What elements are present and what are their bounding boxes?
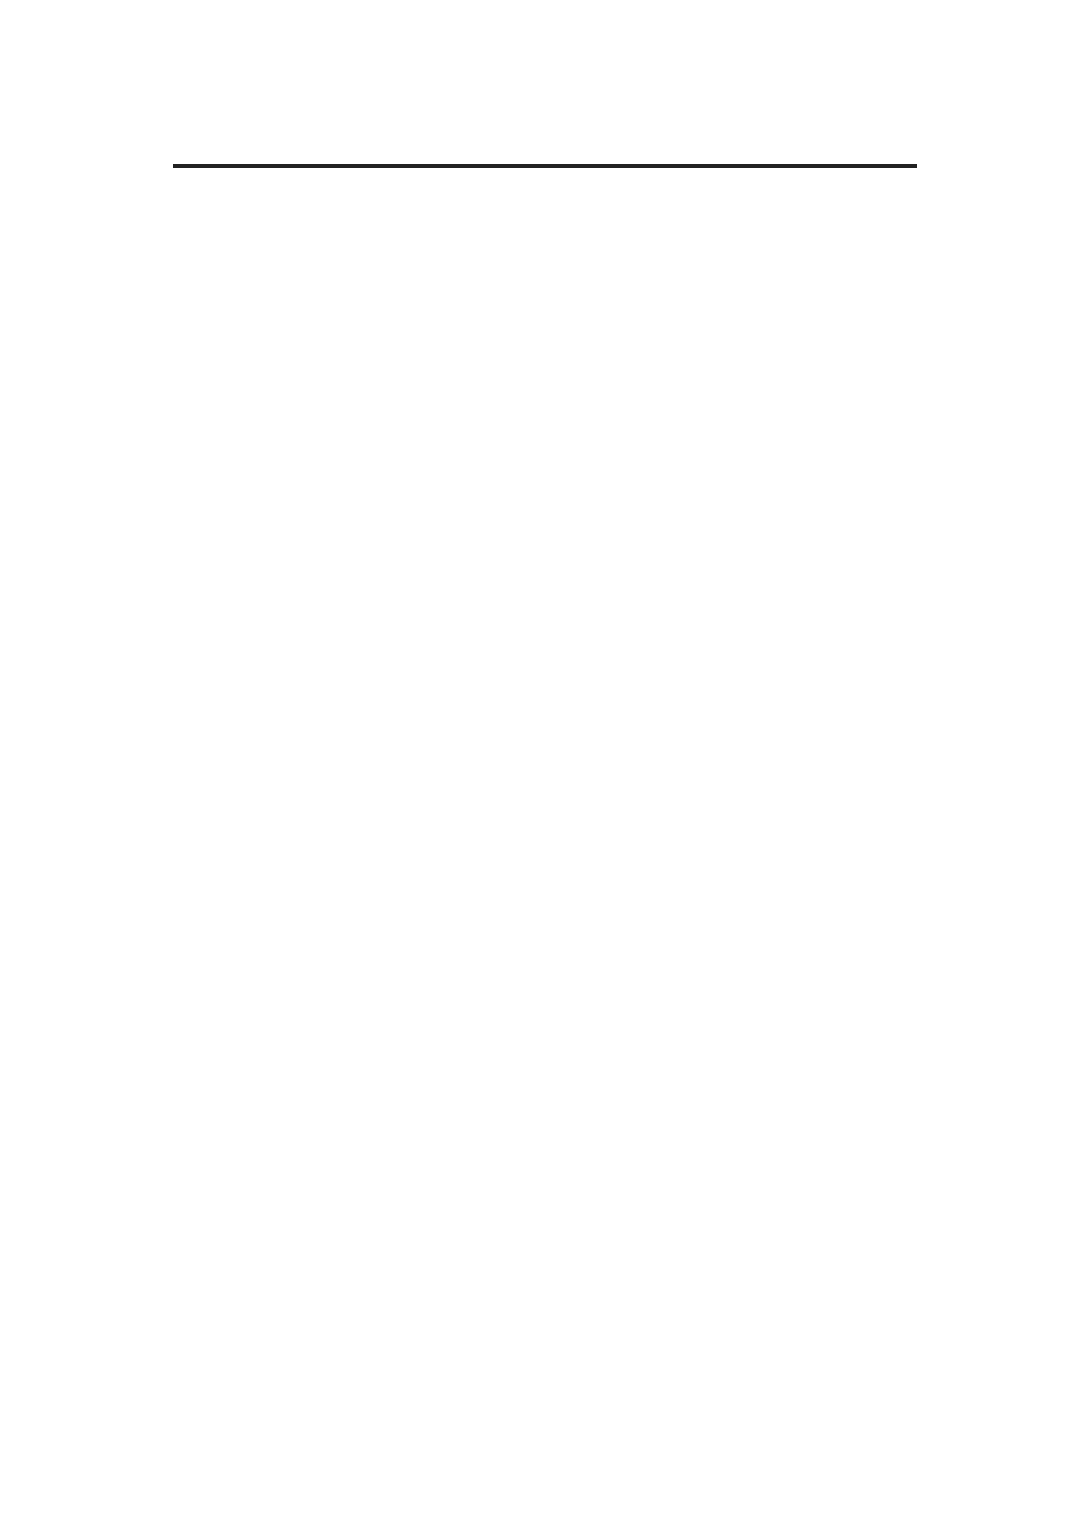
table-header-row [174,167,917,168]
header-expected-goal [174,167,546,168]
header-metrics [545,167,917,168]
document-page [163,128,923,168]
stakeholder-domain-table [173,166,917,168]
